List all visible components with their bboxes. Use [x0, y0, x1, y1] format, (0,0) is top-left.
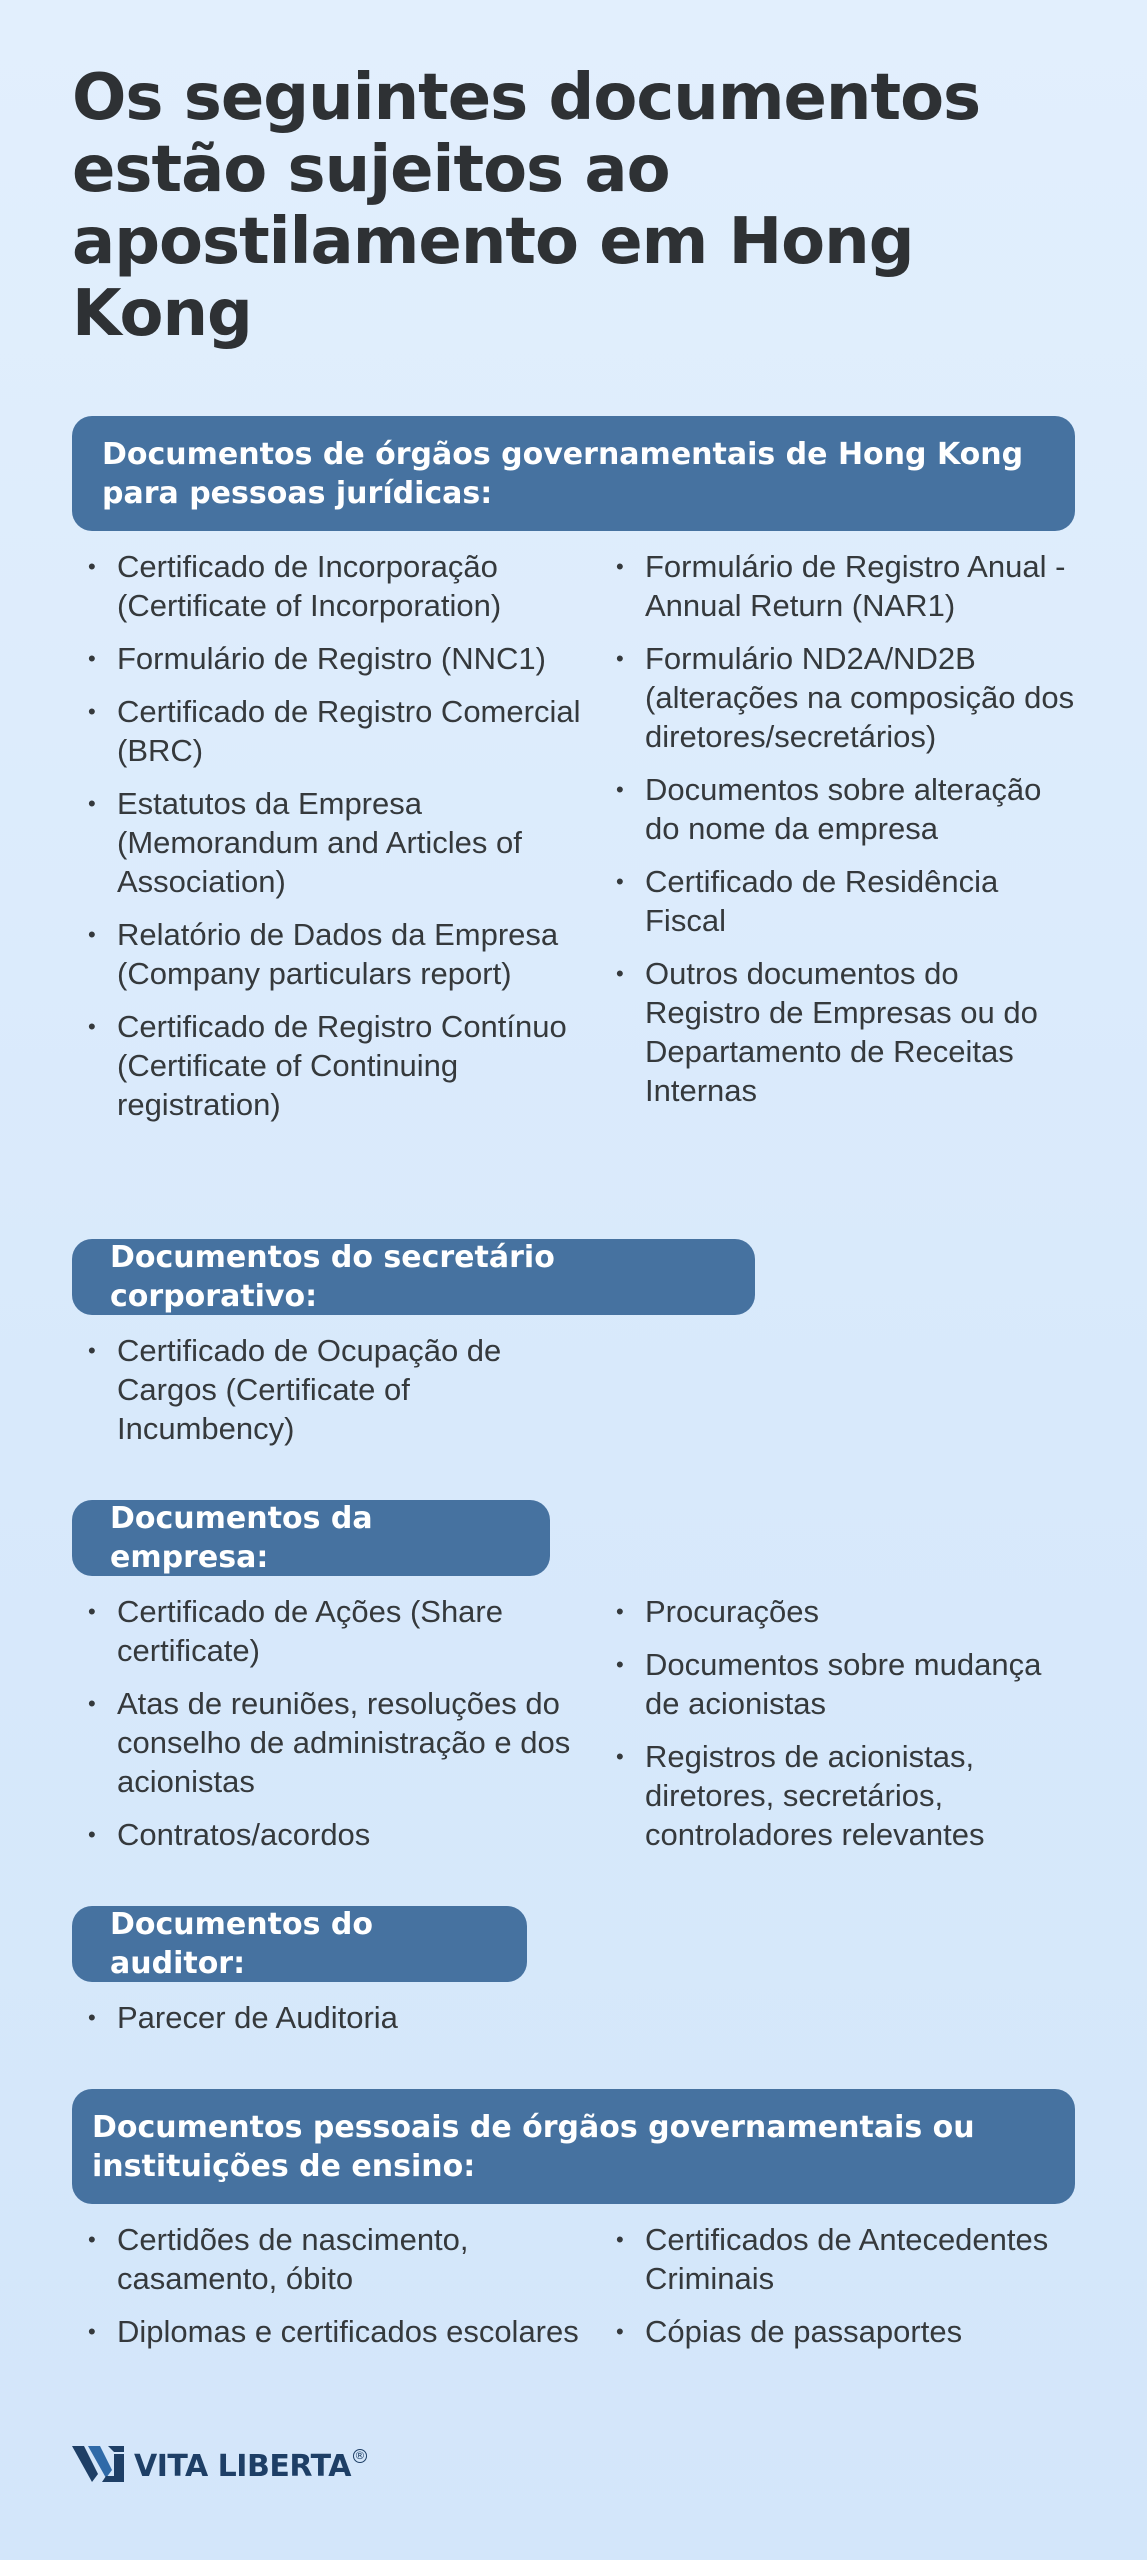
list-item: • Relatório de Dados da Empresa (Company particulars report)	[72, 915, 592, 993]
vita-liberta-logo-text: VITA LIBERTA	[134, 2449, 351, 2484]
section-heading-text: Documentos de órgãos governamentais de Hong Kong para pessoas jurídicas:	[102, 436, 1024, 511]
section-heading-government-legal-entities	[72, 416, 1075, 531]
list-item: • Cópias de passaportes	[600, 2312, 1080, 2351]
government-legal-entities-list-left	[72, 547, 592, 1138]
corporate-secretary-list	[72, 1331, 592, 1462]
list-item: • Formulário ND2A/ND2B (alterações na composição dos diretores/secretários)	[600, 639, 1080, 756]
list-item: • Procurações	[600, 1592, 1080, 1631]
list-item: • Outros documentos do Registro de Empresas ou do Departamento de Receitas Internas	[600, 954, 1080, 1110]
list-item: • Contratos/acordos	[72, 1815, 592, 1854]
government-legal-entities-list-right	[600, 547, 1080, 1124]
personal-documents-list-left	[72, 2220, 592, 2365]
list-item: • Certificado de Residência Fiscal	[600, 862, 1080, 940]
list-item: • Certificado de Registro Comercial (BRC)	[72, 692, 592, 770]
list-item: • Documentos sobre alteração do nome da empresa	[600, 770, 1080, 848]
vita-liberta-logo-icon	[72, 2444, 126, 2489]
list-item: • Registros de acionistas, diretores, secretários, controladores relevantes	[600, 1737, 1080, 1854]
list-item: • Certidões de nascimento, casamento, óbito	[72, 2220, 592, 2298]
registered-mark: ®	[354, 2448, 366, 2462]
company-documents-list-left	[72, 1592, 592, 1868]
list-item: • Certificado de Ocupação de Cargos (Certificate of Incumbency)	[72, 1331, 592, 1448]
section-heading-personal-documents	[72, 2089, 1075, 2204]
personal-documents-list-right	[600, 2220, 1080, 2365]
auditor-documents-list	[72, 1998, 592, 2051]
section-heading-text: Documentos da empresa:	[110, 1501, 373, 1575]
page-title: Os seguintes documentos estão sujeitos ao apostilamento em Hong Kong	[72, 61, 981, 351]
list-item: • Formulário de Registro (NNC1)	[72, 639, 592, 678]
list-item: • Certificado de Incorporação (Certificate of Incorporation)	[72, 547, 592, 625]
list-item: • Certificado de Registro Contínuo (Certificate of Continuing registration)	[72, 1007, 592, 1124]
list-item: • Atas de reuniões, resoluções do conselho de administração e dos acionistas	[72, 1684, 592, 1801]
section-heading-text: Documentos do auditor:	[110, 1907, 373, 1981]
list-item: • Parecer de Auditoria	[72, 1998, 592, 2037]
list-item: • Diplomas e certificados escolares	[72, 2312, 592, 2351]
section-heading-text: Documentos do secretário corporativo:	[110, 1240, 555, 1314]
list-item: • Documentos sobre mudança de acionistas	[600, 1645, 1080, 1723]
section-heading-company	[72, 1500, 550, 1576]
vita-liberta-logo	[72, 2444, 367, 2489]
section-heading-corporate-secretary	[72, 1239, 755, 1315]
list-item: • Estatutos da Empresa (Memorandum and Articles of Association)	[72, 784, 592, 901]
list-item: • Formulário de Registro Anual - Annual Return (NAR1)	[600, 547, 1080, 625]
section-heading-text: Documentos pessoais de órgãos governamentais ou instituições de ensino:	[92, 2109, 975, 2184]
company-documents-list-right	[600, 1592, 1080, 1868]
list-item: • Certificado de Ações (Share certificate)	[72, 1592, 592, 1670]
section-heading-auditor	[72, 1906, 527, 1982]
list-item: • Certificados de Antecedentes Criminais	[600, 2220, 1080, 2298]
